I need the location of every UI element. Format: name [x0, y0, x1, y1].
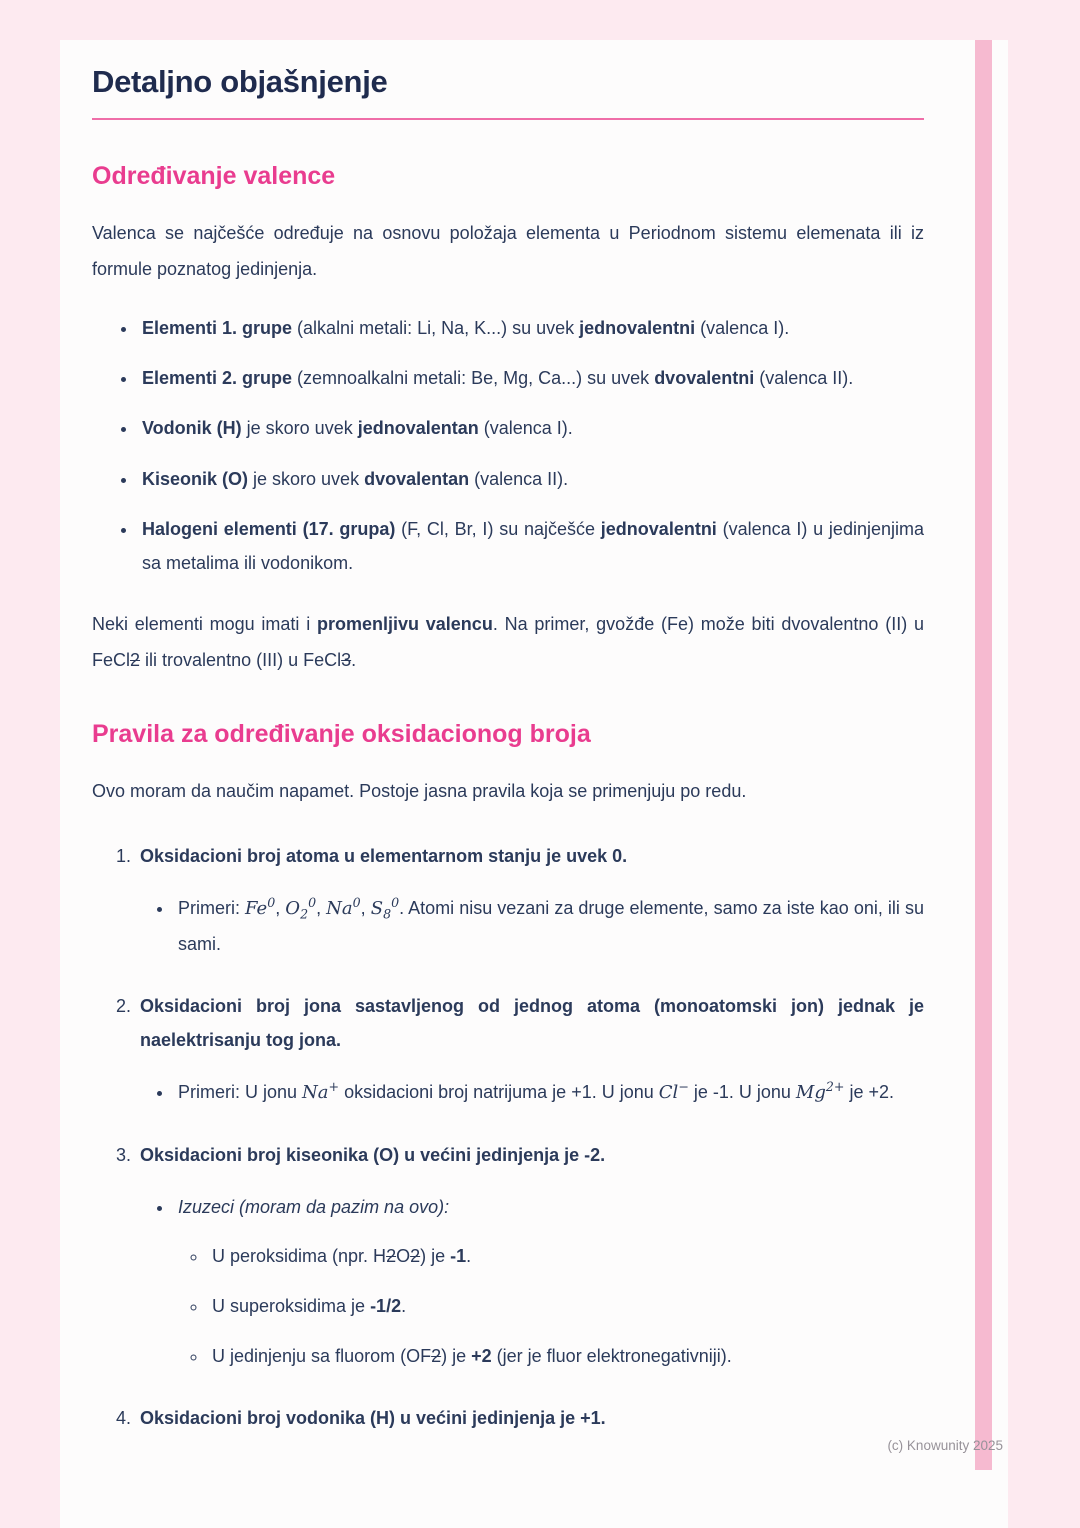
rule2-heading: 2. Oksidacioni broj jona sastavljenog od jednog atoma (monoatomski jon) jednak je naelektrisanju tog jona. — [140, 995, 924, 1050]
copyright-footer: (c) Knowunity 2025 — [887, 1438, 1003, 1453]
exception-superoxides: ◦ U superoksidima je -1/2. — [208, 1289, 924, 1323]
numbered-item-rule3 — [136, 1138, 924, 1373]
rule1-example: • Primeri: Fe$^0$, $O_2^0$, Na$^0$, $S_8^0$. Atomi nisu vezani za druge elemente, samo za iste kao oni, ili su sami. — [174, 891, 924, 960]
rule3-heading: 3. Oksidacioni broj kiseonika (O) u većini jedinjenja je -2. — [140, 1145, 606, 1166]
rule3-exceptions-list — [178, 1239, 924, 1374]
document-content — [60, 40, 1008, 1435]
list-item-group1: • Elementi 1. grupe (alkalni metali: Li, Na, K...) su uvek jednovalentni (valenca I). — [138, 311, 924, 345]
rule2-sublist — [140, 1075, 924, 1110]
list-item-group2: • Elementi 2. grupe (zemnoalkalni metali: Be, Mg, Ca...) su uvek dvovalentni (valenca II). — [138, 361, 924, 395]
numbered-item-rule2 — [136, 989, 924, 1111]
page-title: Detaljno objašnjenje — [92, 64, 388, 99]
valence-outro-paragraph: Neki elementi mogu imati i promenljivu valencu. Na primer, gvožđe (Fe) može biti dvovalentno (II) u FeCl2 ili trovalentno (III) u FeCl3. — [92, 614, 924, 671]
exception-fluorine: ◦ U jedinjenju sa fluorom (OF2) je +2 (jer je fluor elektronegativniji). — [208, 1339, 924, 1373]
rule3-sublist — [140, 1190, 924, 1373]
rule3-exceptions-label: Izuzeci (moram da pazim na ovo): — [178, 1197, 450, 1218]
numbered-item-rule4 — [136, 1401, 924, 1435]
list-item-hydrogen: • Vodonik (H) je skoro uvek jednovalentan (valenca I). — [138, 411, 924, 445]
oxidation-rules-list — [92, 839, 924, 1435]
numbered-item-rule1 — [136, 839, 924, 961]
valence-intro-paragraph: Valenca se najčešće određuje na osnovu položaja elementa u Periodnom sistemu elemenata ili iz formule poznatog jedinjenja. — [92, 223, 924, 279]
document-card — [60, 40, 1008, 1528]
list-item-oxygen: • Kiseonik (O) je skoro uvek dvovalentan (valenca II). — [138, 462, 924, 496]
section-heading-oxidation: Pravila za određivanje oksidacionog broja — [92, 720, 591, 749]
oxidation-intro-paragraph: Ovo moram da naučim napamet. Postoje jasna pravila koja se primenjuju po redu. — [92, 781, 747, 802]
rule2-example: • Primeri: U jonu Na+ oksidacioni broj natrijuma je +1. U jonu Cl− je -1. U jonu $Mg^{2+}$ je +2. — [174, 1075, 924, 1110]
exception-peroxides: ◦ U peroksidima (npr. H2O2) je -1. — [208, 1239, 924, 1273]
rule1-sublist — [140, 891, 924, 960]
list-item-halogens: • Halogeni elementi (17. grupa) (F, Cl, Br, I) su najčešće jednovalentni (valenca I) u jedinjenjima sa metalima ili vodonikom. — [138, 512, 924, 580]
rule4-heading: 4. Oksidacioni broj vodonika (H) u većini jedinjenja je +1. — [140, 1408, 606, 1429]
section-heading-valence: Određivanje valence — [92, 162, 336, 190]
rule1-heading: 1. Oksidacioni broj atoma u elementarnom stanju je uvek 0. — [140, 846, 628, 867]
title-divider — [92, 118, 924, 120]
valence-rules-list — [92, 311, 924, 580]
rule3-exceptions-item — [174, 1190, 924, 1373]
